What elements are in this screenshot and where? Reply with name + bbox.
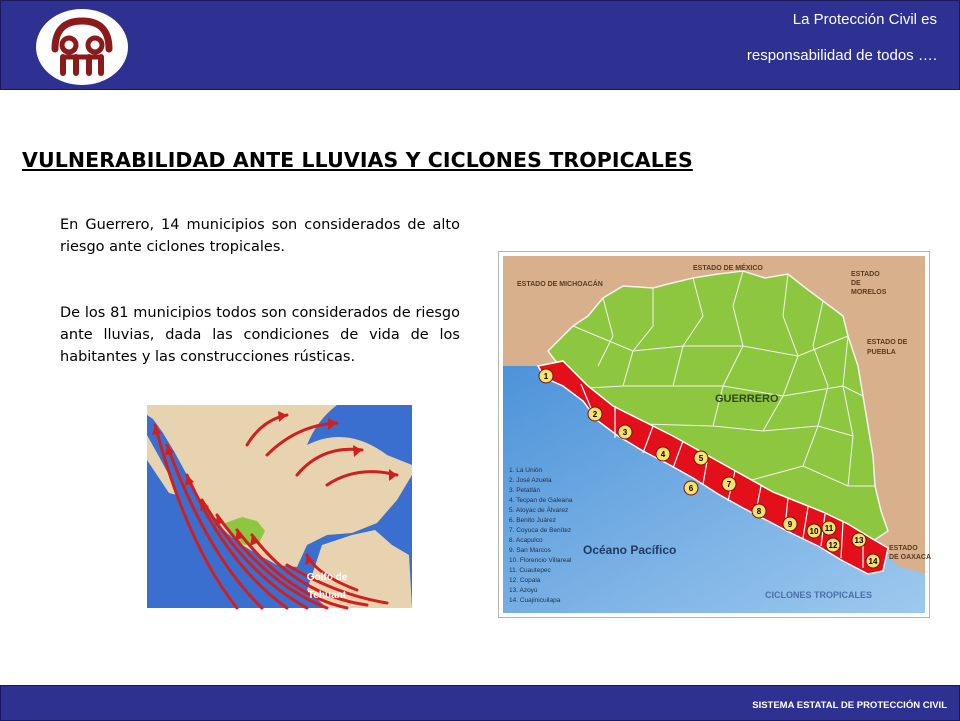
svg-text:12: 12 (828, 541, 838, 550)
svg-text:12. Copala: 12. Copala (509, 577, 541, 584)
state-label-puebla-2: PUEBLA (867, 349, 896, 356)
svg-text:1. La Unión: 1. La Unión (509, 467, 543, 474)
state-label-morelos-3: MORELOS (851, 289, 887, 296)
mexico-hurricane-map (147, 405, 412, 619)
svg-text:14. Cuajinicuilapa: 14. Cuajinicuilapa (509, 597, 561, 604)
guerrero-map (498, 251, 930, 618)
svg-text:13: 13 (854, 536, 864, 545)
gulf-label-2: Tehuant (307, 590, 347, 601)
svg-text:4. Tecpan de Galeana: 4. Tecpan de Galeana (509, 497, 573, 504)
state-label-oaxaca-1: ESTADO (889, 545, 918, 552)
state-label-morelos-1: ESTADO (851, 271, 880, 278)
logo (33, 7, 131, 91)
svg-text:7. Coyuca de Benítez: 7. Coyuca de Benítez (509, 527, 572, 534)
gulf-label-1: Golfo de (306, 572, 348, 583)
paragraph-cyclones: En Guerrero, 14 municipios son considerados de alto riesgo ante ciclones tropicales. (60, 217, 460, 255)
tagline-line-1: La Protección Civil es (792, 11, 937, 28)
svg-text:3. Petatlán: 3. Petatlán (509, 487, 541, 494)
svg-text:8: 8 (756, 507, 762, 516)
municipality-marker-4 (656, 447, 670, 461)
page-title: VULNERABILIDAD ANTE LLUVIAS Y CICLONES TROPICALES (22, 148, 693, 172)
gulf-label-3: epec (315, 608, 339, 619)
municipality-marker-12 (826, 538, 840, 552)
svg-text:4: 4 (660, 450, 666, 459)
svg-text:2. José Azueta: 2. José Azueta (509, 477, 552, 484)
footer-text: SISTEMA ESTATAL DE PROTECCIÓN CIVIL (752, 700, 947, 711)
svg-text:10: 10 (809, 527, 819, 536)
svg-text:5. Atoyac de Álvarez: 5. Atoyac de Álvarez (509, 507, 569, 514)
svg-text:10. Florencio Villareal: 10. Florencio Villareal (509, 557, 572, 564)
svg-text:8. Acapulco: 8. Acapulco (509, 537, 543, 544)
svg-text:6. Benito Juárez: 6. Benito Juárez (509, 517, 556, 524)
svg-text:3: 3 (622, 428, 628, 437)
tagline-line-2: responsabilidad de todos …. (746, 47, 937, 64)
municipality-marker-3 (618, 425, 632, 439)
svg-text:1: 1 (543, 372, 549, 381)
municipality-marker-5 (694, 451, 708, 465)
municipality-marker-11 (822, 521, 836, 535)
state-label-puebla-1: ESTADO DE (867, 339, 908, 346)
municipality-marker-1 (539, 369, 553, 383)
svg-text:11. Cuautepec: 11. Cuautepec (509, 567, 551, 574)
municipality-marker-10 (807, 524, 821, 538)
municipality-marker-8 (752, 504, 766, 518)
municipality-marker-14 (866, 554, 880, 568)
municipality-marker-9 (783, 517, 797, 531)
state-label-morelos-2: DE (851, 280, 861, 287)
svg-text:11: 11 (824, 524, 834, 533)
svg-text:9: 9 (787, 520, 793, 529)
svg-text:2: 2 (592, 410, 598, 419)
state-label-oaxaca-2: DE OAXACA (889, 554, 932, 561)
state-label-michoacan: ESTADO DE MICHOACÁN (517, 281, 603, 288)
svg-text:14: 14 (868, 557, 878, 566)
municipality-marker-13 (852, 533, 866, 547)
state-label-guerrero: GUERRERO (715, 393, 779, 405)
paragraph-rain: De los 81 municipios todos son considerados de riesgo ante lluvias, dada las condiciones de vida de los habitantes y las construcciones rústicas. (60, 305, 460, 365)
svg-text:13. Azoyú: 13. Azoyú (509, 587, 538, 594)
svg-text:5: 5 (698, 454, 704, 463)
svg-text:9. San Marcos: 9. San Marcos (509, 547, 551, 554)
map-caption: CICLONES TROPICALES (765, 590, 873, 600)
municipality-marker-7 (722, 477, 736, 491)
svg-text:6: 6 (688, 484, 694, 493)
header-bar (0, 0, 960, 90)
municipality-marker-6 (684, 481, 698, 495)
header-tagline (747, 1, 937, 75)
state-label-mexico: ESTADO DE MÉXICO (693, 265, 763, 272)
municipality-marker-2 (588, 407, 602, 421)
footer-bar (0, 685, 960, 721)
ocean-label: Océano Pacífico (583, 543, 677, 557)
svg-text:7: 7 (726, 480, 732, 489)
